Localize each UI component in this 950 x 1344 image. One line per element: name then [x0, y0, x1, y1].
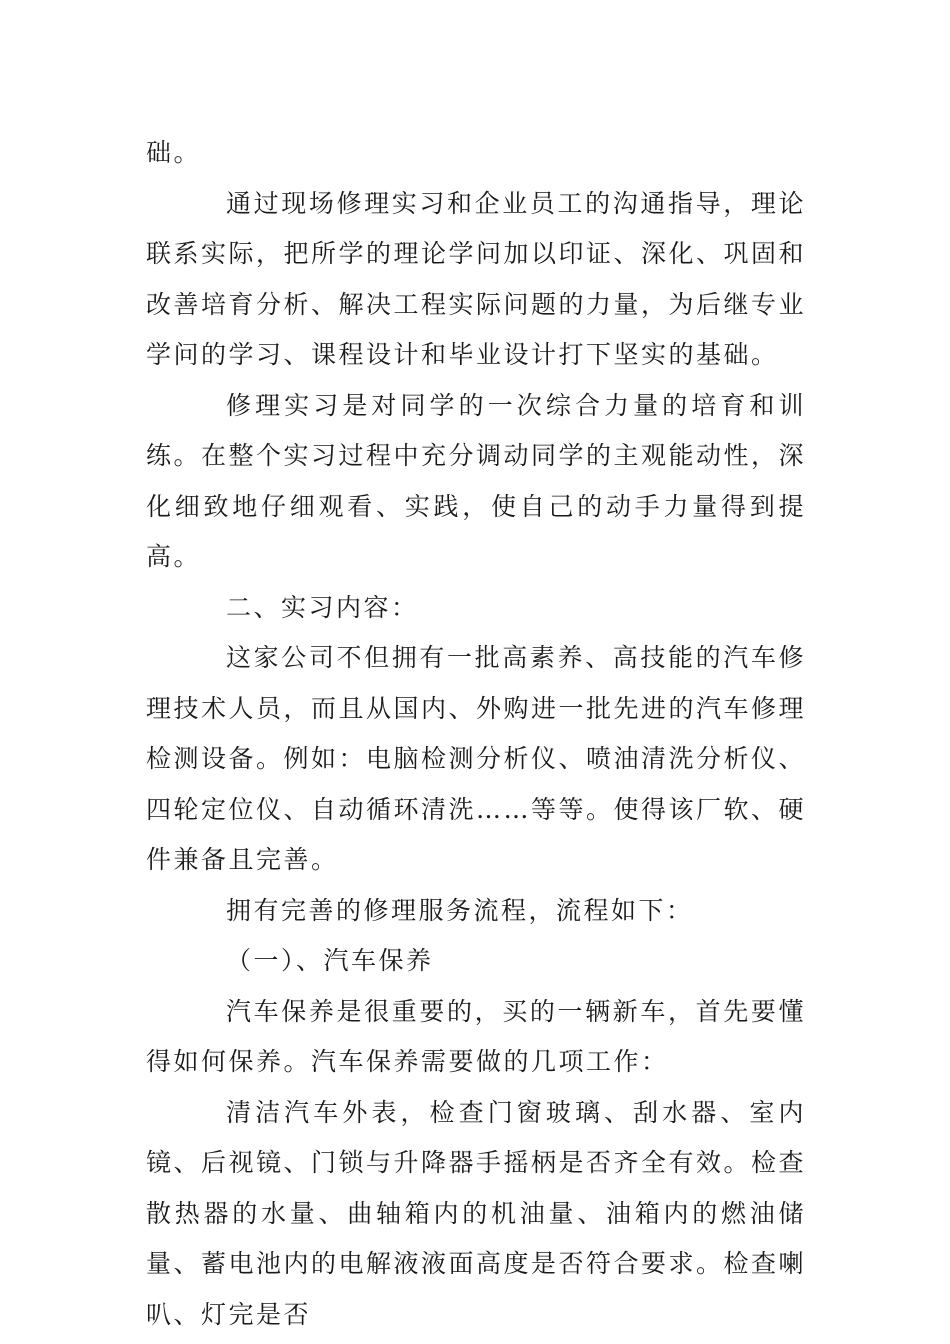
- paragraph-maintenance-checklist: 清洁汽车外表，检查门窗玻璃、刮水器、室内镜、后视镜、门锁与升降器手摇柄是否齐全有效。检查散热器的水量、曲轴箱内的机油量、油箱内的燃油储量、蓄电池内的电解液液面高度是否符合要求。检查喇叭、灯完是否: [146, 1097, 807, 1329]
- paragraph-training-ability: 修理实习是对同学的一次综合力量的培育和训练。在整个实习过程中充分调动同学的主观能动性，深化细致地仔细观看、实践，使自己的动手力量得到提高。: [146, 390, 807, 571]
- paragraph-service-flow: 拥有完善的修理服务流程，流程如下：: [226, 895, 694, 925]
- section-heading-practice-content: 二、实习内容：: [226, 592, 419, 622]
- paragraph-company-equipment: 这家公司不但拥有一批高素养、高技能的汽车修理技术人员，而且从国内、外购进一批先进的汽车修理检测设备。例如：电脑检测分析仪、喷油清洗分析仪、四轮定位仪、自动循环清洗……等等。使得该厂软、硬件兼备且完善。: [146, 643, 807, 874]
- document-body: [146, 128, 806, 1340]
- subheading-car-maintenance: （一）、汽车保养: [226, 946, 434, 975]
- paragraph-continuation: 础。: [146, 138, 202, 167]
- paragraph-practice-purpose: 通过现场修理实习和企业员工的沟通指导，理论联系实际，把所学的理论学问加以印证、深化、巩固和改善培育分析、解决工程实际问题的力量，为后继专业学问的学习、课程设计和毕业设计打下坚实的基础。: [146, 188, 807, 369]
- paragraph-maintenance-importance: 汽车保养是很重要的，买的一辆新车，首先要懂得如何保养。汽车保养需要做的几项工作：: [146, 996, 806, 1076]
